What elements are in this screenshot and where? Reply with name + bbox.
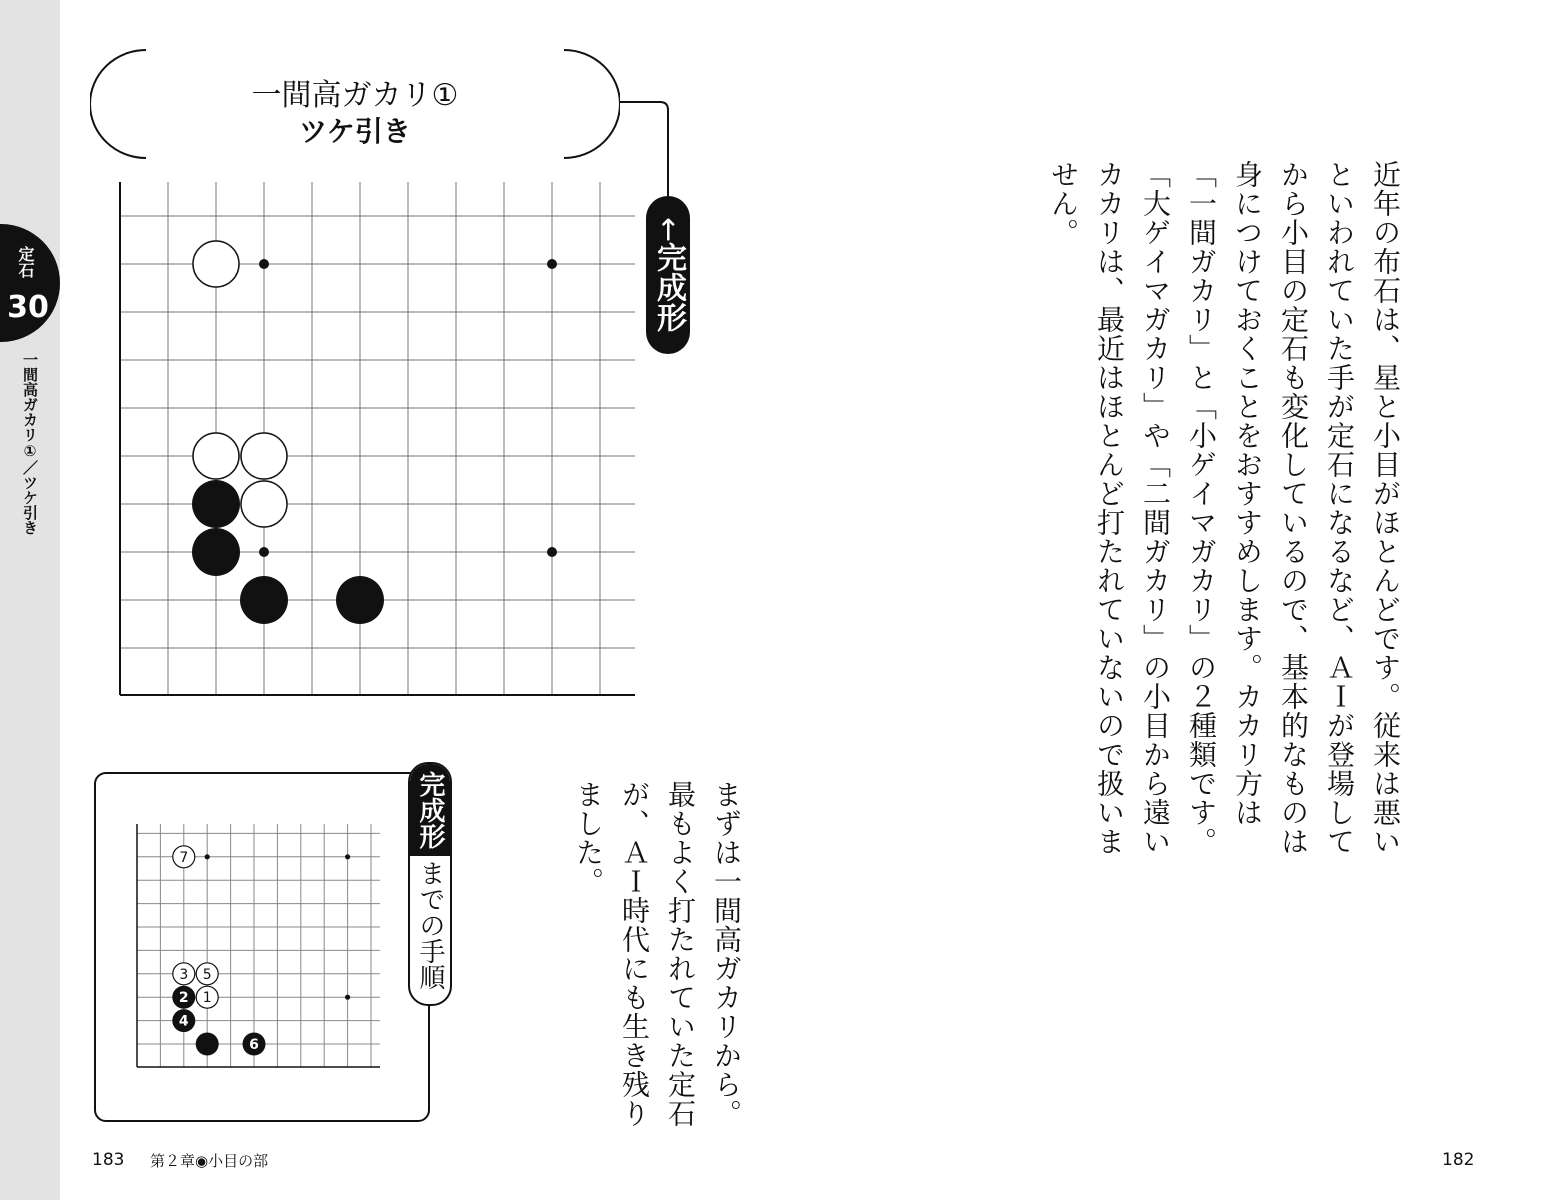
move-number: 1 xyxy=(202,990,212,1007)
sequence-label-rest: までの手順 xyxy=(415,860,445,990)
move-number: 6 xyxy=(249,1037,259,1053)
move-number: 3 xyxy=(179,966,189,983)
left-arrow-icon: ← xyxy=(651,217,686,243)
sequence-label xyxy=(408,762,452,1006)
tab-category: 定石 xyxy=(16,246,35,278)
black-stone xyxy=(196,1033,219,1056)
heading-sub: ツケ引き xyxy=(299,115,411,148)
body-text: 近年の布石は、星と小目がほとんどです。従来は悪いといわれていた手が定石になるなど、ＡＩが登場してから小目の定石も変化しているので、基本的なものは身につけておくことをおすすめします。カカリ方は「一間ガカリ」と「小ゲイマガカリ」の２種類です。「大ゲイマガカリ」や「二間ガカリ」の小目から遠いカカリは、最近はほとんど打たれていないので扱いません。 xyxy=(1047,160,1402,856)
sequence-label-black: 完成形 xyxy=(410,764,450,856)
star-point xyxy=(345,854,350,859)
heading-main: 一間高ガカリ① xyxy=(251,78,459,113)
move-number: 4 xyxy=(178,1013,189,1030)
star-point xyxy=(547,259,557,269)
chapter-label: 第２章◉小目の部 xyxy=(150,1152,269,1170)
move-number: 7 xyxy=(179,849,189,866)
page-number-right: 182 xyxy=(1442,1150,1475,1170)
intro-text: まずは一間高ガカリから。最もよく打たれていた定石が、ＡＩ時代にも生き残りました。 xyxy=(572,780,743,1128)
star-point xyxy=(205,854,210,859)
move-number: 5 xyxy=(202,966,212,983)
tab-number: 30 xyxy=(7,290,49,325)
side-running-title: 一間高ガカリ①／ツケ引き xyxy=(21,352,39,535)
star-point xyxy=(547,547,557,557)
move-number: 2 xyxy=(178,990,189,1007)
completed-label-text: 完成形 xyxy=(651,242,686,333)
page-number-left: 183 xyxy=(92,1150,125,1170)
star-point xyxy=(345,995,350,1000)
sequence-go-board xyxy=(0,0,450,1100)
